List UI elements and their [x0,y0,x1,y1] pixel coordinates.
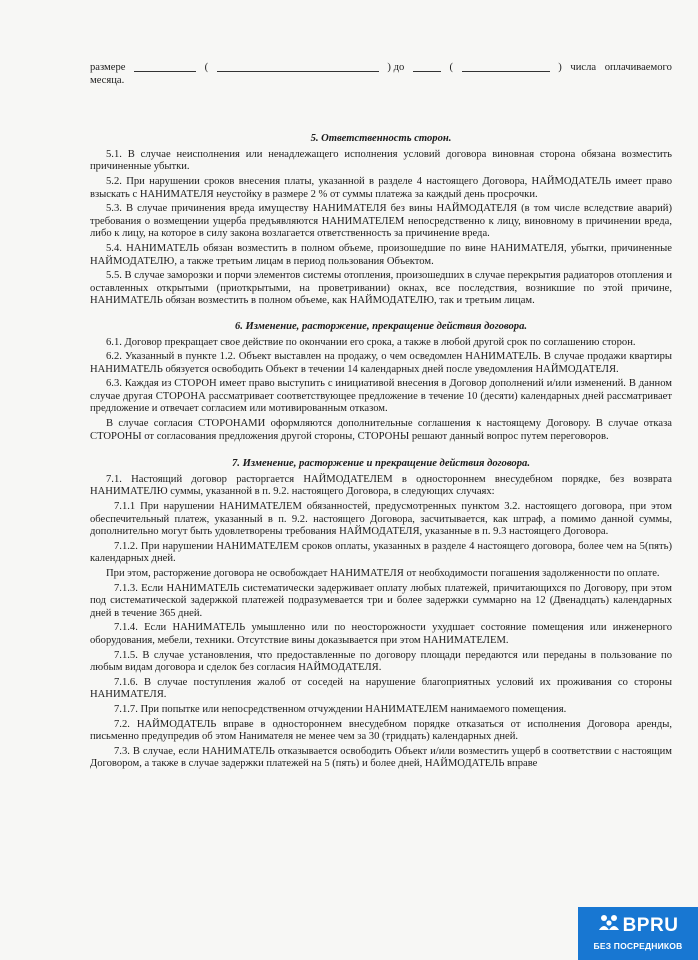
paragraph: 5.4. НАНИМАТЕЛЬ обязан возместить в полном объеме, произошедшие по вине НАНИМАТЕЛЯ, убытки, причиненные НАЙМОДАТЕЛЮ, а также третьим лицам в период пользования Объектом. [90,242,672,267]
section-7-title: 7. Изменение, расторжение и прекращение действия договора. [232,458,530,470]
paragraph: 7.1.7. При попытке или непосредственном отчуждении НАНИМАТЕЛЕМ нанимаемого помещения. [114,703,567,715]
paragraph: При этом, расторжение договора не освобождает НАНИМАТЕЛЯ от необходимости погашения задолженности по оплате. [106,568,660,579]
badge-logo [578,914,698,937]
blank-field [413,62,441,72]
paragraph: 7.2. НАЙМОДАТЕЛЬ вправе в одностороннем внесудебном порядке отказаться от исполнения Договора аренды, письменно предупредив об этом Нанимателя не менее чем за 30 (тридцать) календарных дней. [90,718,672,743]
paragraph: 7.1.5. В случае установления, что предоставленные по договору площади передаются или переданы в пользование по любым видам договора и сделок без согласия НАЙМОДАТЕЛЯ. [90,649,672,674]
paragraph: 6.2. Указанный в пункте 1.2. Объект выставлен на продажу, о чем осведомлен НАНИМАТЕЛЬ. В случае продажи квартиры НАНИМАТЕЛЬ обязуется освободить Объект в течении 14 календарных дней после уведомления НАЙМОДАТЕЛЯ. [90,351,672,375]
paragraph: 7.1.1 При нарушении НАНИМАТЕЛЕМ обязанностей, предусмотренных пунктом 3.2. настоящего договора, при этом обеспечительный платеж, указанный в п. 9.2. настоящего Договора, засчитывается, как штраф, а помимо данной суммы, дополнительно могут быть удовлетворены требования НАЙМОДАТЕЛЯ, указанные в п. 9.3 настоящего Договора. [90,501,672,538]
people-icon [598,914,623,937]
badge-tagline: БЕЗ ПОСРЕДНИКОВ [593,941,683,951]
paragraph: 7.1.3. Если НАНИМАТЕЛЬ систематически задерживает оплату любых платежей, причитающихся по Договору, при этом под систематической задержкой платежей подразумевается три и более задержки суммарно на 12 (Двенадцать) календарных дней в течение 365 дней. [90,582,672,619]
paragraph: 6.3. Каждая из СТОРОН имеет право выступить с инициативой внесения в Договор дополнений и/или изменений. В данном случае другая СТОРОНА рассматривает соответствующее предложение в течение 10 (десяти) календарных дней рассматривает предложение и отвечает согласием или мотивированным отказом. [90,378,672,415]
paragraph: 7.1. Настоящий договор расторгается НАЙМОДАТЕЛЕМ в одностороннем внесудебном порядке, без возврата НАНИМАТЕЛЮ суммы, указанной в п. 9.2. настоящего Договора, в следующих случаях: [90,473,672,498]
word-day: числа [570,62,597,73]
document-page [90,62,672,773]
paragraph: 7.1.6. В случае поступления жалоб от соседей на нарушение благоприятных условий их проживания со стороны НАНИМАТЕЛЯ. [90,676,672,701]
section-5-title: 5. Ответственность сторон. [310,133,452,145]
paragraph: 7.1.2. При нарушении НАНИМАТЕЛЕМ сроков оплаты, указанных в разделе 4 настоящего договора, более чем на 5(пять) календарных дней. [90,540,672,565]
paragraph: 7.3. В случае, если НАНИМАТЕЛЬ отказывается освободить Объект и/или возместить ущерб в соответствии с настоящим Договором, а также в случае задержки платежей на 5 (пять) и более дней, НАЙМОДАТЕЛЬ вправе [90,745,672,770]
paren-open: ( [449,62,454,73]
paragraph: 7.1.4. Если НАНИМАТЕЛЬ умышленно или по неосторожности ухудшает состояние помещения или инженерного оборудования, мебели, техники. Отсутствие вины доказывается при этом НАНИМАТЕЛЕМ. [90,622,672,646]
blank-field [134,62,196,72]
amount-line [90,62,672,75]
paragraph: 5.2. При нарушении сроков внесения платы, указанной в разделе 4 настоящего Договора, НАЙМОДАТЕЛЬ имеет право взыскать с НАНИМАТЕЛЯ неустойку в размере 2 % от суммы платежа за каждый день просрочки. [90,175,672,200]
word-paid: оплачиваемого [604,62,672,73]
blank-field [217,62,379,72]
blank-field [462,62,550,72]
paren-open: ( [204,62,209,73]
word-until: ) до [387,62,405,73]
paragraph: 5.1. В случае неисполнения или ненадлежащего исполнения условий договора виновная сторона обязана возместить причиненные убытки. [90,148,672,173]
section-6-title: 6. Изменение, расторжение, прекращение действия договора. [234,320,528,332]
paragraph: 6.1. Договор прекращает свое действие по окончании его срока, а также в любой другой срок по соглашению сторон. [106,336,636,348]
badge-brand: BPRU [622,914,679,936]
month-line: месяца. [90,74,125,86]
word-size: размере [90,62,126,73]
bpru-badge[interactable] [578,907,698,960]
paren-close: ) [558,62,562,73]
paragraph: 5.5. В случае заморозки и порчи элементов системы отопления, произошедших в случае перекрытия радиаторов отопления и оставленных открытыми (приоткрытыми, на проветривании) окнах, все последствия, возникшие по этой причине, НАНИМАТЕЛЬ обязан возместить в полном объеме, как НАЙМОДАТЕЛЮ, так и третьим лицам. [90,270,672,307]
paragraph: 5.3. В случае причинения вреда имуществу НАНИМАТЕЛЯ без вины НАЙМОДАТЕЛЯ (в том числе вследствие аварий) требования о возмещении ущерба предъявляются НАНИМАТЕЛЕМ непосредственно к лицу, виновному в причинении вреда, либо к лицу, на которое в силу закона возлагается ответственность за причинение вреда. [90,203,672,240]
paragraph: В случае согласия СТОРОНАМИ оформляются дополнительные соглашения к настоящему Договору. В случае отказа СТОРОНЫ от согласования предложения другой стороны, СТОРОНЫ решают данный вопрос путем переговоров. [90,418,672,442]
